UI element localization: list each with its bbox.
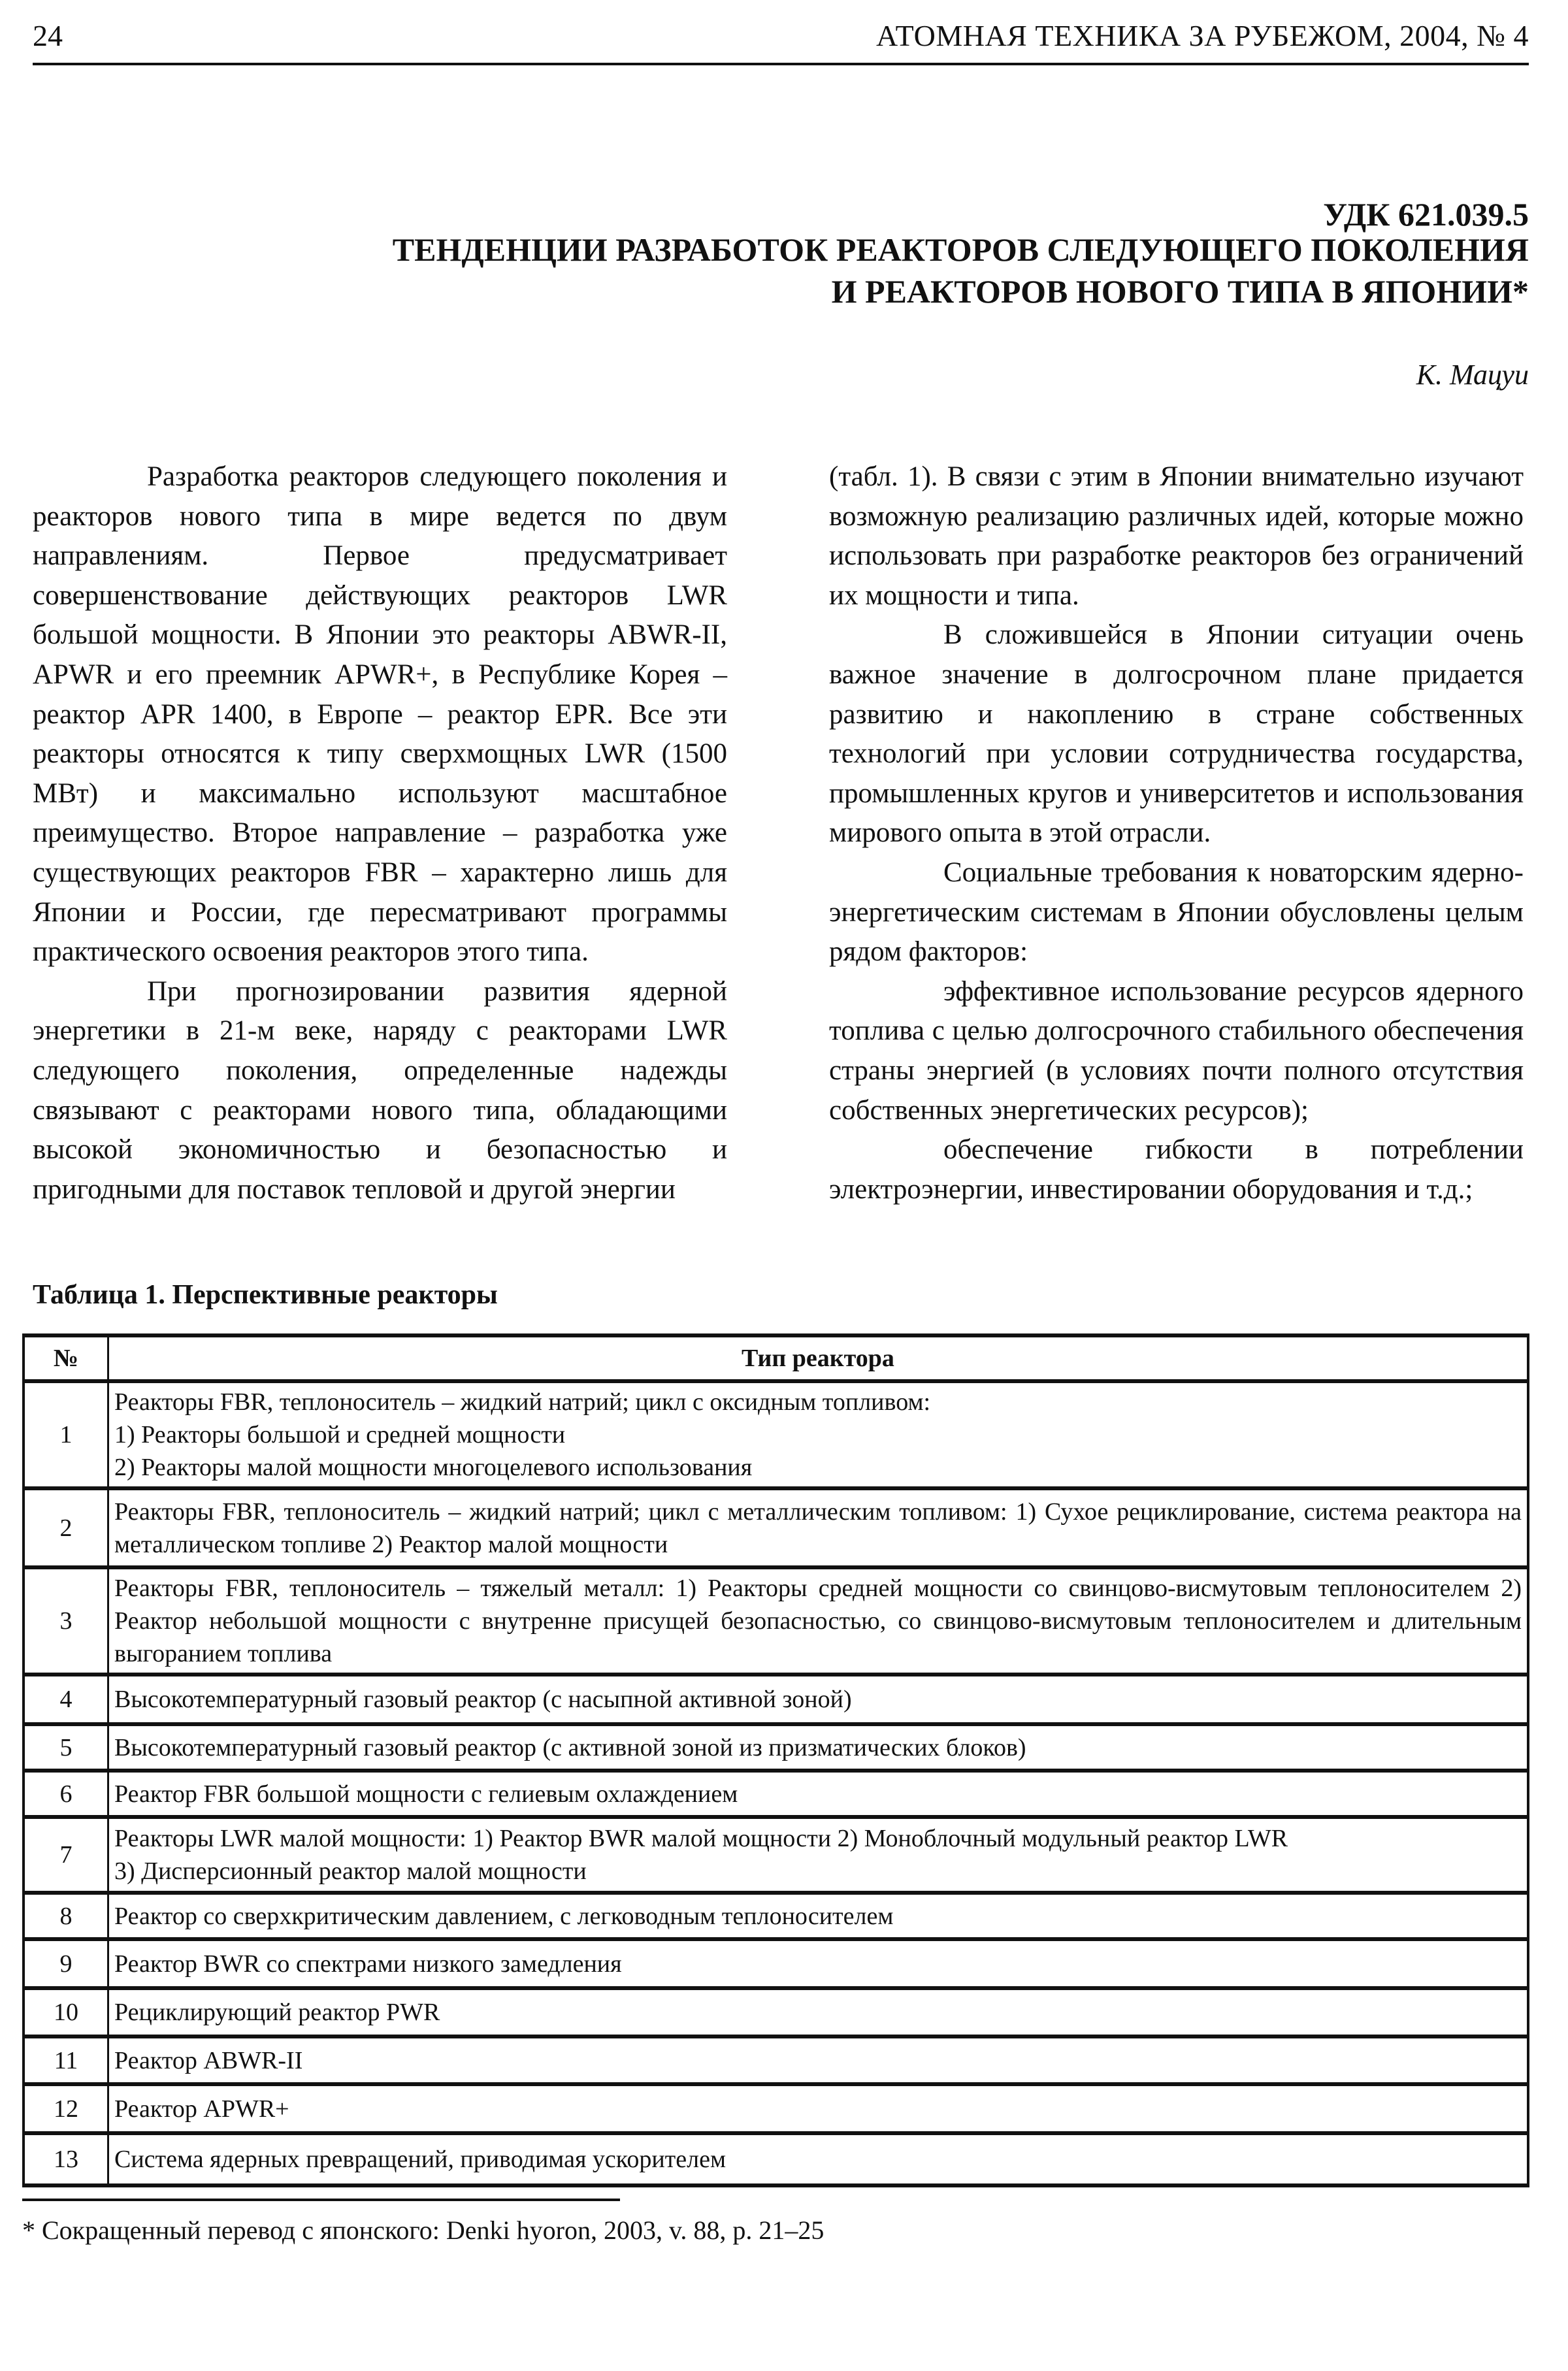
- reactor-type: [108, 1675, 1529, 1724]
- table-row: [24, 1939, 1528, 1988]
- body-column-right: [829, 457, 1524, 1209]
- reactor-type: [108, 2133, 1529, 2185]
- row-number: 3: [24, 1567, 108, 1675]
- reactor-type-line: Реакторы FBR, теплоноситель – жидкий натрий; цикл с металлическим топливом: 1) Сухое рециклирование, система реактора на металлическом топливе 2) Реактор малой мощности: [114, 1497, 1522, 1558]
- row-number: 13: [24, 2133, 108, 2185]
- table-row: [24, 2133, 1528, 2185]
- table-row: [24, 1724, 1528, 1771]
- row-number: 1: [24, 1381, 108, 1488]
- column-header-number: №: [24, 1335, 108, 1381]
- reactor-type: [108, 1381, 1529, 1488]
- table-row: [24, 1675, 1528, 1724]
- row-number: 11: [24, 2036, 108, 2084]
- row-number: 4: [24, 1675, 108, 1724]
- paragraph: В сложившейся в Японии ситуации очень важное значение в долгосрочном плане придается развитию и накоплению в стране собственных технологий при условии сотрудничества государства, промышленных кругов и университетов и использования мирового опыта в этой отрасли.: [829, 619, 1524, 849]
- row-number: 5: [24, 1724, 108, 1771]
- paragraph: Социальные требования к новаторским ядерно-энергетическим системам в Японии обусловлены целым рядом факторов:: [829, 857, 1524, 968]
- reactor-type-line: Реактор FBR большой мощности с гелиевым охлаждением: [114, 1780, 738, 1808]
- table-row: [24, 1381, 1528, 1488]
- reactor-type: [108, 2036, 1529, 2084]
- journal-header: АТОМНАЯ ТЕХНИКА ЗА РУБЕЖОМ, 2004, № 4: [875, 19, 1529, 52]
- reactor-type: [108, 1988, 1529, 2036]
- row-number: 10: [24, 1988, 108, 2036]
- reactor-type-line: Реакторы LWR малой мощности: 1) Реактор BWR малой мощности 2) Моноблочный модульный реактор LWR: [114, 1825, 1288, 1852]
- row-number: 9: [24, 1939, 108, 1988]
- reactor-type-line: Реактор BWR со спектрами низкого замедления: [114, 1950, 622, 1978]
- table-row: [24, 1988, 1528, 2036]
- reactor-type-line: Реактор со сверхкритическим давлением, с легководным теплоносителем: [114, 1902, 894, 1930]
- reactor-type: [108, 1893, 1529, 1939]
- table-row: [24, 1771, 1528, 1817]
- reactor-type-line: Система ядерных превращений, приводимая ускорителем: [114, 2146, 727, 2173]
- table-row: [24, 1567, 1528, 1675]
- row-number: 12: [24, 2084, 108, 2133]
- row-number: 6: [24, 1771, 108, 1817]
- table-header-row: [24, 1335, 1528, 1381]
- row-number: 8: [24, 1893, 108, 1939]
- reactor-table: [22, 1333, 1529, 2187]
- table-row: [24, 2084, 1528, 2133]
- paragraph: обеспечение гибкости в потреблении электроэнергии, инвестировании оборудования и т.д.;: [829, 1134, 1524, 1205]
- reactor-type: [108, 1488, 1529, 1567]
- reactor-type-line: Высокотемпературный газовый реактор (с активной зоной из призматических блоков): [114, 1733, 1026, 1761]
- reactor-type-line: Реакторы FBR, теплоноситель – жидкий натрий; цикл с оксидным топливом:: [114, 1388, 931, 1416]
- paragraph: эффективное использование ресурсов ядерного топлива с целью долгосрочного стабильного обеспечения страны энергией (в условиях почти полного отсутствия собственных энергетических ресурсов);: [829, 975, 1524, 1126]
- body-column-left: [33, 457, 727, 1209]
- paragraph: (табл. 1). В связи с этим в Японии внимательно изучают возможную реализацию различных идей, которые можно использовать при разработке реакторов без ограничений их мощности и типа.: [829, 461, 1524, 611]
- table-row: [24, 1893, 1528, 1939]
- reactor-type-line: 1) Реакторы большой и средней мощности: [114, 1421, 566, 1448]
- row-number: 7: [24, 1817, 108, 1893]
- footnote: * Сокращенный перевод с японского: Denki hyoron, 2003, v. 88, p. 21–25: [22, 2216, 825, 2245]
- table-row: [24, 1817, 1528, 1893]
- reactor-type-line: 3) Дисперсионный реактор малой мощности: [114, 1857, 587, 1885]
- reactor-type-line: Реактор ABWR-II: [114, 2046, 303, 2074]
- reactor-type-line: Рециклирующий реактор PWR: [114, 1999, 440, 2026]
- table-row: [24, 2036, 1528, 2084]
- page-number: 24: [33, 19, 63, 52]
- article-title-line-2: И РЕАКТОРОВ НОВОГО ТИПА В ЯПОНИИ*: [831, 273, 1529, 310]
- reactor-type: [108, 1939, 1529, 1988]
- reactor-type: [108, 2084, 1529, 2133]
- reactor-type-line: Реакторы FBR, теплоноситель – тяжелый металл: 1) Реакторы средней мощности со свинцово-висмутовым теплоносителем 2) Реактор небольшой мощности с внутренне присущей безопасностью, со свинцово-висмутовым теплоносителем и длительным выгоранием топлива: [114, 1575, 1522, 1667]
- author: К. Мацуи: [1416, 359, 1529, 391]
- table-caption: Таблица 1. Перспективные реакторы: [33, 1280, 498, 1310]
- reactor-type: [108, 1567, 1529, 1675]
- footnote-rule: [22, 2199, 620, 2201]
- column-header-type: Тип реактора: [108, 1335, 1529, 1381]
- reactor-type: [108, 1771, 1529, 1817]
- paragraph: Разработка реакторов следующего поколения и реакторов нового типа в мире ведется по двум направлениям. Первое предусматривает совершенствование действующих реакторов LWR большой мощности. В Японии это реакторы ABWR-II, APWR и его преемник APWR+, в Республике Корея – реактор APR 1400, в Европе – реактор EPR. Все эти реакторы относятся к типу сверхмощных LWR (1500 МВт) и максимально используют масштабное преимущество. Второе направление – разработка уже существующих реакторов FBR – характерно лишь для Японии и России, где пересматривают программы практического освоения реакторов этого типа.: [33, 461, 727, 968]
- reactor-type-line: Реактор APWR+: [114, 2095, 289, 2123]
- header-rule: [33, 63, 1529, 65]
- table-row: [24, 1488, 1528, 1567]
- reactor-type: [108, 1724, 1529, 1771]
- reactor-type-line: Высокотемпературный газовый реактор (с насыпной активной зоной): [114, 1686, 852, 1713]
- reactor-type-line: 2) Реакторы малой мощности многоцелевого использования: [114, 1454, 753, 1481]
- paragraph: При прогнозировании развития ядерной энергетики в 21-м веке, наряду с реакторами LWR следующего поколения, определенные надежды связывают с реакторами нового типа, обладающими высокой экономичностью и безопасностью и пригодными для поставок тепловой и другой энергии: [33, 975, 727, 1205]
- udk-code: УДК 621.039.5: [1323, 196, 1529, 233]
- reactor-type: [108, 1817, 1529, 1893]
- row-number: 2: [24, 1488, 108, 1567]
- article-title-line-1: ТЕНДЕНЦИИ РАЗРАБОТОК РЕАКТОРОВ СЛЕДУЮЩЕГО ПОКОЛЕНИЯ: [392, 231, 1529, 268]
